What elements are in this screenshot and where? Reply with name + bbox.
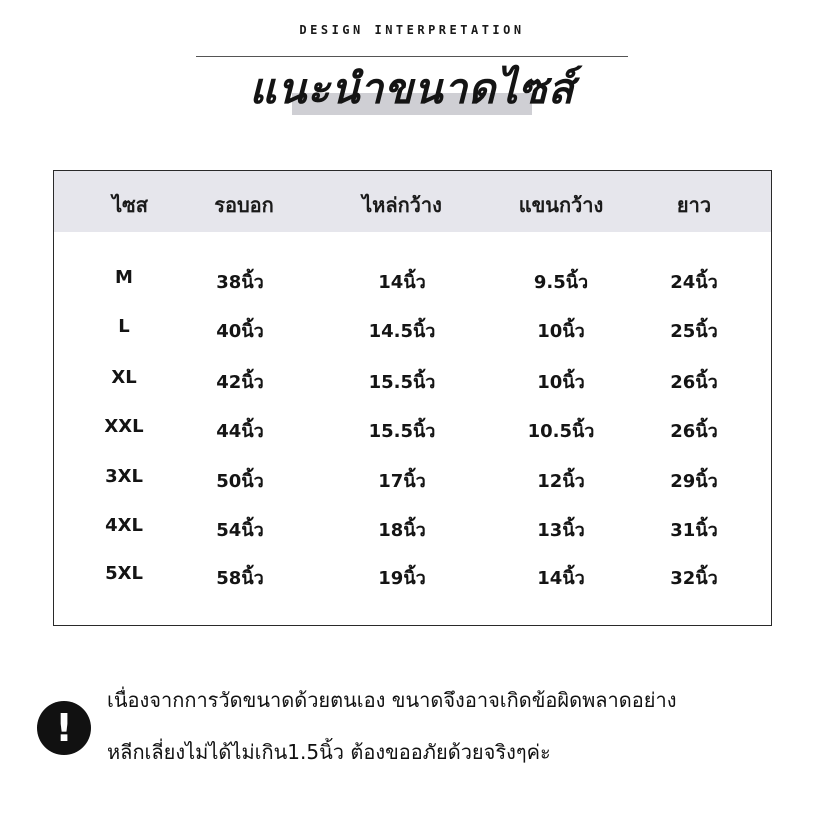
cell-length: 24นิ้ว [670, 272, 718, 293]
cell-sleeve: 13นิ้ว [537, 520, 585, 541]
cell-sleeve: 14นิ้ว [537, 568, 585, 589]
cell-sleeve: 9.5นิ้ว [533, 272, 589, 293]
table-header [54, 171, 771, 232]
cell-length: 25นิ้ว [670, 321, 718, 342]
cell-length: 26นิ้ว [670, 421, 718, 442]
cell-length: 32นิ้ว [670, 568, 718, 589]
notice-text-line-2: หลีกเลี่ยงไม่ได้ไม่เกิน1.5นิ้ว ต้องขออภัยด้วยจริงๆค่ะ [107, 740, 551, 764]
cell-size: XL [111, 367, 137, 388]
cell-size: 4XL [105, 515, 143, 536]
cell-shoulder: 14นิ้ว [378, 272, 426, 293]
cell-chest: 40นิ้ว [216, 321, 264, 342]
exclamation-icon: ! [37, 701, 91, 755]
size-chart-table [53, 170, 772, 626]
design-eyebrow: DESIGN INTERPRETATION [299, 23, 525, 37]
cell-length: 29นิ้ว [670, 471, 718, 492]
cell-chest: 42นิ้ว [216, 372, 264, 393]
cell-chest: 54นิ้ว [216, 520, 264, 541]
cell-chest: 44นิ้ว [216, 421, 264, 442]
cell-sleeve: 12นิ้ว [537, 471, 585, 492]
cell-chest: 38นิ้ว [216, 272, 264, 293]
column-header-shoulder: ไหล่กว้าง [362, 193, 442, 217]
cell-sleeve: 10.5นิ้ว [527, 421, 595, 442]
cell-shoulder: 18นิ้ว [378, 520, 426, 541]
cell-size: 5XL [105, 563, 143, 584]
column-header-sleeve: แขนกว้าง [518, 193, 604, 217]
cell-shoulder: 15.5นิ้ว [368, 372, 436, 393]
cell-sleeve: 10นิ้ว [537, 321, 585, 342]
notice-text-line-1: เนื่องจากการวัดขนาดด้วยตนเอง ขนาดจึงอาจเกิดข้อผิดพลาดอย่าง [107, 688, 677, 712]
column-header-chest: รอบอก [214, 193, 274, 217]
cell-shoulder: 19นิ้ว [378, 568, 426, 589]
cell-size: 3XL [105, 466, 143, 487]
cell-shoulder: 17นิ้ว [378, 471, 426, 492]
cell-chest: 58นิ้ว [216, 568, 264, 589]
cell-length: 31นิ้ว [670, 520, 718, 541]
cell-size: XXL [104, 416, 144, 437]
cell-shoulder: 15.5นิ้ว [368, 421, 436, 442]
column-header-size: ไซส [112, 193, 148, 217]
cell-size: L [118, 316, 130, 337]
cell-sleeve: 10นิ้ว [537, 372, 585, 393]
cell-length: 26นิ้ว [670, 372, 718, 393]
column-header-length: ยาว [676, 193, 712, 217]
page-title: แนะนำขนาดไซส์ [249, 64, 575, 113]
cell-shoulder: 14.5นิ้ว [368, 321, 436, 342]
cell-chest: 50นิ้ว [216, 471, 264, 492]
cell-size: M [115, 267, 133, 288]
